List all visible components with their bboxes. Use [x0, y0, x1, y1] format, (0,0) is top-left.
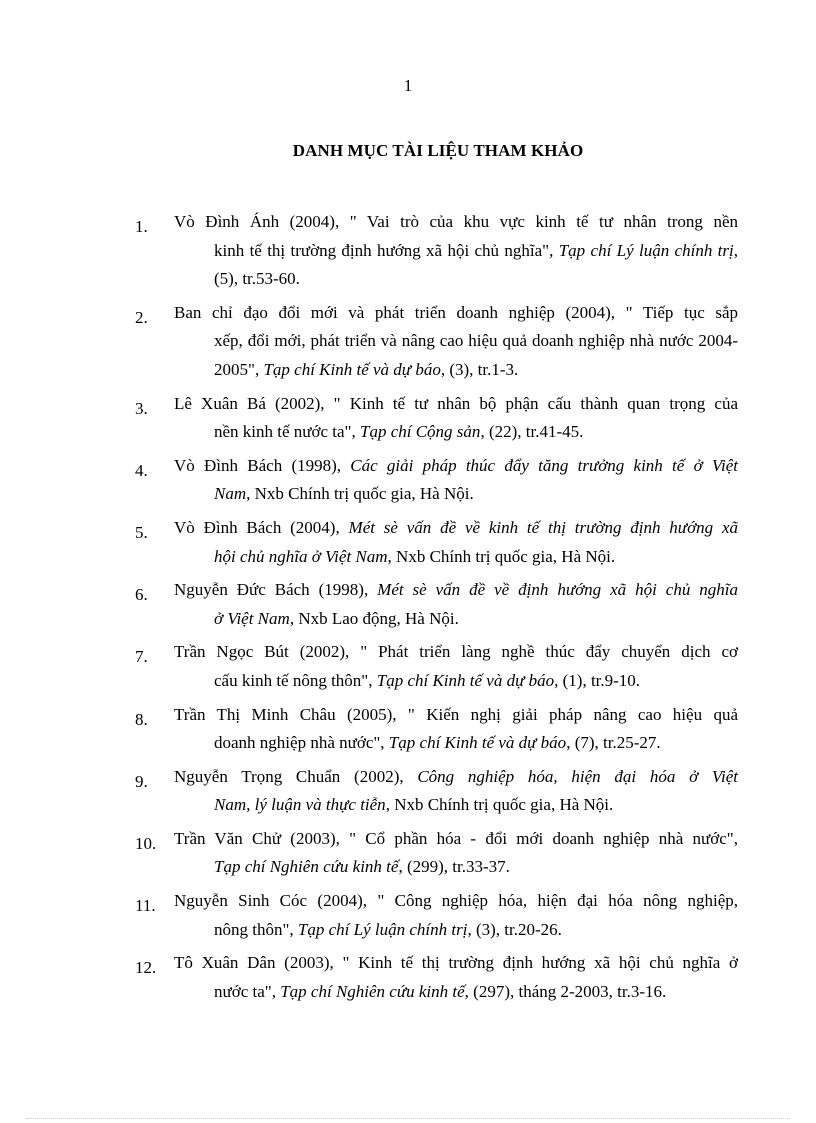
journal-title: Tạp chí Lý luận chính trị [297, 919, 468, 939]
journal-title: Tạp chí Kinh tế và dự báo [388, 733, 567, 753]
book-title: Các giải pháp thúc đẩy tăng trưởng kinh tế ở Việt [350, 455, 738, 475]
reference-continuation: nền kinh tế nước ta", Tạp chí Cộng sản, (22), tr.41-45. [214, 422, 584, 442]
reference-first-line: Vò Đình Ánh (2004), " Vai trò của khu vực kinh tế tư nhân trong nền [174, 212, 738, 231]
reference-first-line: Trần Văn Chử (2003), " Cổ phần hóa - đổi mới doanh nghiệp nhà nước", [174, 828, 738, 848]
book-title: Mét sè vấn đề về kinh tế thị trường định hướng xã [348, 517, 738, 537]
reference-number: 7. [135, 647, 148, 667]
reference-number: 2. [135, 307, 148, 327]
reference-first-line: Ban chỉ đạo đổi mới và phát triển doanh nghiệp (2004), " Tiếp tục sắp [174, 302, 738, 322]
reference-item [132, 638, 738, 695]
reference-continuation: ở Việt Nam, Nxb Lao động, Hà Nội. [214, 608, 459, 628]
reference-continuation: xếp, đổi mới, phát triển và nâng cao hiệu quả doanh nghiệp nhà nước 2004-2005", Tạp chí Kinh tế và dự báo, (3), tr.1-3. [214, 331, 738, 379]
reference-item [132, 390, 738, 447]
reference-first-line: Nguyễn Sinh Cóc (2004), " Công nghiệp hóa, hiện đại hóa nông nghiệp, [174, 891, 738, 911]
book-title: hội chủ nghĩa ở Việt Nam [214, 546, 388, 566]
page-title: DANH MỤC TÀI LIỆU THAM KHẢO [292, 141, 584, 160]
book-title: Nam [214, 484, 247, 504]
reference-number: 3. [135, 398, 148, 418]
journal-title: Tạp chí Nghiên cứu kinh tế [214, 857, 399, 877]
reference-first-line: Trần Ngọc Bút (2002), " Phát triển làng nghề thúc đẩy chuyển dịch cơ [174, 642, 738, 662]
reference-first-line: Nguyễn Đức Bách (1998), Mét sè vấn đề về định hướng xã hội chủ nghĩa [174, 580, 738, 600]
reference-number: 12. [135, 958, 157, 978]
book-title: Nam, lý luận và thực tiễn [214, 795, 386, 815]
page-number: 1 [403, 76, 413, 95]
reference-number: 4. [135, 460, 148, 480]
reference-item [132, 763, 738, 820]
reference-continuation: nông thôn", Tạp chí Lý luận chính trị, (3), tr.20-26. [214, 919, 562, 939]
reference-item [132, 825, 738, 882]
journal-title: Tạp chí Kinh tế và dự báo [376, 670, 555, 690]
reference-continuation: cấu kinh tế nông thôn", Tạp chí Kinh tế và dự báo, (1), tr.9-10. [214, 670, 641, 690]
journal-title: Tạp chí Cộng sản [360, 422, 481, 442]
book-title: ở Việt Nam [214, 608, 290, 628]
book-title: Công nghiệp hóa, hiện đại hóa ở Việt [417, 766, 738, 786]
reference-continuation: kinh tế thị trường định hướng xã hội chủ nghĩa", Tạp chí Lý luận chính trị, (5), tr.53-60. [214, 240, 738, 289]
reference-number: 11. [135, 896, 156, 916]
reference-item [132, 299, 738, 385]
reference-number: 10. [135, 833, 157, 853]
reference-first-line: Lê Xuân Bá (2002), " Kinh tế tư nhân bộ phận cấu thành quan trọng của [174, 393, 738, 413]
reference-first-line: Trần Thị Minh Châu (2005), " Kiến nghị giải pháp nâng cao hiệu quả [174, 704, 738, 724]
reference-first-line: Vò Đình Bách (2004), Mét sè vấn đề về kinh tế thị trường định hướng xã [174, 517, 738, 537]
journal-title: Tạp chí Kinh tế và dự báo [263, 359, 441, 379]
reference-continuation: doanh nghiệp nhà nước", Tạp chí Kinh tế và dự báo, (7), tr.25-27. [214, 733, 661, 753]
reference-item [132, 208, 738, 294]
reference-continuation: Tạp chí Nghiên cứu kinh tế, (299), tr.33-37. [214, 857, 510, 877]
reference-first-line: Tô Xuân Dân (2003), " Kinh tế thị trường định hướng xã hội chủ nghĩa ở [174, 953, 738, 973]
reference-item [132, 701, 738, 758]
book-title: Mét sè vấn đề về định hướng xã hội chủ nghĩa [377, 580, 738, 600]
reference-continuation: nước ta", Tạp chí Nghiên cứu kinh tế, (297), tháng 2-2003, tr.3-16. [214, 981, 667, 1001]
journal-title: Tạp chí Nghiên cứu kinh tế [280, 981, 465, 1001]
reference-continuation: Nam, Nxb Chính trị quốc gia, Hà Nội. [214, 484, 474, 504]
page-bottom-divider [26, 1118, 790, 1119]
reference-first-line: Nguyễn Trọng Chuẩn (2002), Công nghiệp hóa, hiện đại hóa ở Việt [174, 766, 738, 786]
reference-continuation: Nam, lý luận và thực tiễn, Nxb Chính trị quốc gia, Hà Nội. [214, 795, 614, 815]
reference-number: 6. [135, 585, 148, 605]
reference-number: 9. [135, 771, 148, 791]
reference-item [132, 576, 738, 633]
reference-number: 5. [135, 522, 148, 542]
reference-item [132, 514, 738, 571]
reference-item [132, 949, 738, 1006]
reference-list [132, 208, 738, 1011]
reference-continuation: hội chủ nghĩa ở Việt Nam, Nxb Chính trị quốc gia, Hà Nội. [214, 546, 616, 566]
reference-first-line: Vò Đình Bách (1998), Các giải pháp thúc đẩy tăng trưởng kinh tế ở Việt [174, 455, 738, 475]
journal-title: Tạp chí Lý luận chính trị [558, 240, 734, 260]
reference-number: 8. [135, 709, 148, 729]
reference-item [132, 887, 738, 944]
reference-number: 1. [135, 217, 148, 236]
reference-item [132, 452, 738, 509]
